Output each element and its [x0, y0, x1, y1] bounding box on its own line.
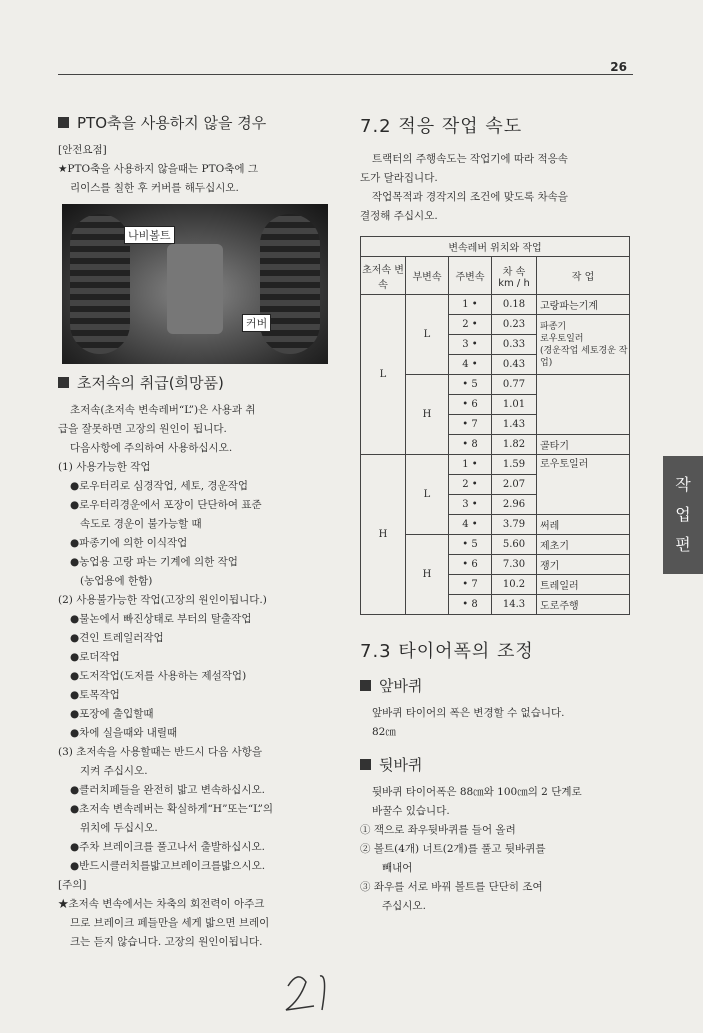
speed-cell: 7.30 [492, 555, 537, 575]
main-cell: 1 • [449, 295, 492, 315]
rear-line: 바꿀수 있습니다. [372, 805, 450, 817]
s72-line: 결정해 주십시오. [360, 210, 438, 222]
speed-cell: 0.33 [492, 335, 537, 355]
section-7-3-title: 7.3 타이어폭의 조정 [360, 641, 534, 662]
rear-step: 주십시오. [382, 900, 426, 912]
work-cell: 파종기 로우토일러 (경운작업 세토경운 작업) [537, 315, 630, 375]
sub-cell: H [406, 375, 449, 455]
sub-cell: H [406, 535, 449, 615]
main-cell: • 6 [449, 395, 492, 415]
speed-cell: 0.18 [492, 295, 537, 315]
cover-callout: 커버 [242, 314, 271, 332]
speed-cell: 2.07 [492, 475, 537, 495]
work-cell: 제초기 [537, 535, 630, 555]
ultra-cell: L [361, 295, 406, 455]
work-cell: 도로주행 [537, 595, 630, 615]
unusable-item: ●포장에 출입할때 [70, 708, 154, 720]
ultra-intro: 초저속(초저속 변속레버“L”)은 사용과 취 [70, 404, 256, 416]
using-title: (3) 초저속을 사용할때는 반드시 다음 사항을 [58, 746, 262, 758]
using-title: 지켜 주십시오. [80, 765, 148, 777]
rear-step: ① 잭으로 좌우뒷바퀴를 들어 올려 [360, 824, 516, 836]
caution-line: ★초저속 변속에서는 차축의 회전력이 아주크 [58, 898, 265, 910]
speed-cell: 1.43 [492, 415, 537, 435]
main-cell: • 8 [449, 435, 492, 455]
side-tab-char: 업 [675, 505, 691, 524]
usable-item: ●농업용 고랑 파는 기계에 의한 작업 [70, 556, 238, 568]
sub-cell: L [406, 455, 449, 535]
using-item: 위치에 두십시오. [80, 822, 158, 834]
main-cell: • 7 [449, 575, 492, 595]
speed-cell: 0.43 [492, 355, 537, 375]
unusable-item: ●도저작업(도저를 사용하는 제설작업) [70, 670, 247, 682]
rear-step: ③ 좌우를 서로 바꿔 볼트를 단단히 조여 [360, 881, 543, 893]
table-title: 변속레버 위치와 작업 [361, 237, 630, 257]
rear-line: 뒷바퀴 타이어폭은 88㎝와 100㎝의 2 단계로 [372, 786, 582, 798]
s72-line: 작업목적과 경작지의 조건에 맞도록 차속을 [372, 191, 568, 203]
pto-shaft [167, 244, 223, 334]
safety-label: [안전요점] [58, 144, 107, 156]
main-cell: • 8 [449, 595, 492, 615]
using-item: ●반드시클러치를밟고브레이크를밟으시오. [70, 860, 266, 872]
header-main: 주변속 [449, 257, 492, 295]
header-speed: 차 속 km / h [492, 257, 537, 295]
square-bullet-icon [58, 117, 69, 128]
caution-line: 므로 브레이크 페들만을 세게 밟으면 브레이 [70, 917, 270, 929]
speed-cell: 1.82 [492, 435, 537, 455]
s72-line: 트랙터의 주행속도는 작업기에 따라 적응속 [372, 153, 568, 165]
left-column [58, 112, 338, 952]
front-line: 앞바퀴 타이어의 폭은 변경할 수 없습니다. [372, 707, 565, 719]
unusable-item: ●토목작업 [70, 689, 120, 701]
rear-step: 빼내어 [382, 862, 413, 874]
main-cell: 4 • [449, 355, 492, 375]
main-cell: 2 • [449, 315, 492, 335]
work-cell: 골타기 [537, 435, 630, 455]
front-heading: 앞바퀴 [360, 675, 632, 696]
safety-line: 리이스를 칠한 후 커버를 해두십시오. [70, 182, 239, 194]
speed-cell: 0.77 [492, 375, 537, 395]
caution-label: [주의] [58, 879, 87, 891]
side-tab-char: 편 [675, 535, 691, 554]
main-cell: • 5 [449, 375, 492, 395]
square-bullet-icon [58, 377, 69, 388]
speed-cell: 3.79 [492, 515, 537, 535]
speed-cell: 1.01 [492, 395, 537, 415]
main-cell: 3 • [449, 335, 492, 355]
safety-line: ★PTO축을 사용하지 않을때는 PTO축에 그 [58, 163, 258, 175]
work-cell: 쟁기 [537, 555, 630, 575]
usable-title: (1) 사용가능한 작업 [58, 461, 151, 473]
using-item: ●클러치페들을 완전히 밟고 변속하십시오. [70, 784, 265, 796]
rear-heading: 뒷바퀴 [360, 754, 632, 775]
unusable-title: (2) 사용불가능한 작업(고장의 원인이됩니다.) [58, 594, 267, 606]
main-cell: 1 • [449, 455, 492, 475]
ultra-intro: 급을 잘못하면 고장의 원인이 됩니다. [58, 423, 227, 435]
usable-item: ●로우터리경운에서 포장이 단단하여 표준 [70, 499, 262, 511]
work-cell: 트레일러 [537, 575, 630, 595]
square-bullet-icon [360, 680, 371, 691]
section-7-2-title: 7.2 적응 작업 속도 [360, 116, 523, 137]
work-cell: 써레 [537, 515, 630, 535]
side-tab-char: 작 [675, 475, 691, 494]
caution-line: 크는 듣지 않습니다. 고장의 원인이됩니다. [70, 936, 263, 948]
main-cell: 4 • [449, 515, 492, 535]
right-column [360, 112, 632, 916]
header-work: 작 업 [537, 257, 630, 295]
top-rule [58, 74, 633, 75]
rear-step: ② 볼트(4개) 너트(2개)를 풀고 뒷바퀴를 [360, 843, 546, 855]
unusable-item: ●차에 실을때와 내릴때 [70, 727, 178, 739]
speed-cell: 5.60 [492, 535, 537, 555]
main-cell: 2 • [449, 475, 492, 495]
header-ultra: 초저속 변 속 [361, 257, 406, 295]
speed-table [360, 236, 630, 615]
main-cell: • 6 [449, 555, 492, 575]
using-item: ●초저속 변속레버는 확실하게“H”또는“L”의 [70, 803, 274, 815]
speed-cell: 1.59 [492, 455, 537, 475]
main-cell: • 5 [449, 535, 492, 555]
usable-item: 속도로 경운이 불가능할 때 [80, 518, 202, 530]
ultra-cell: H [361, 455, 406, 615]
speed-cell: 10.2 [492, 575, 537, 595]
ultra-heading: 초저속의 취급(희망품) [58, 372, 338, 393]
pto-heading: PTO축을 사용하지 않을 경우 [58, 112, 338, 133]
unusable-item: ●견인 트레일러작업 [70, 632, 164, 644]
square-bullet-icon [360, 759, 371, 770]
front-line: 82㎝ [372, 726, 396, 738]
speed-cell: 0.23 [492, 315, 537, 335]
page-number: 26 [610, 60, 627, 74]
unusable-item: ●로더작업 [70, 651, 120, 663]
work-cell: 로우토일러 [537, 455, 630, 515]
usable-item: ●파종기에 의한 이식작업 [70, 537, 188, 549]
speed-cell: 14.3 [492, 595, 537, 615]
section-side-tab [663, 456, 703, 574]
usable-item: (농업용에 한함) [80, 575, 153, 587]
handwritten-mark [280, 966, 340, 1016]
s72-line: 도가 달라집니다. [360, 172, 438, 184]
work-cell: 고랑파는기계 [537, 295, 630, 315]
ultra-intro: 다음사항에 주의하여 사용하십시오. [70, 442, 233, 454]
work-cell [537, 375, 630, 435]
using-item: ●주차 브레이크를 풀고나서 출발하십시오. [70, 841, 265, 853]
main-cell: 3 • [449, 495, 492, 515]
sub-cell: L [406, 295, 449, 375]
main-cell: • 7 [449, 415, 492, 435]
tire-right [260, 214, 320, 354]
tire-left [70, 214, 130, 354]
butterfly-bolt-callout: 나비볼트 [124, 226, 175, 244]
unusable-item: ●물논에서 빠진상태로 부터의 탈출작업 [70, 613, 252, 625]
speed-cell: 2.96 [492, 495, 537, 515]
header-sub: 부변속 [406, 257, 449, 295]
pto-photo [62, 204, 328, 364]
usable-item: ●로우터리로 심경작업, 세토, 경운작업 [70, 480, 248, 492]
